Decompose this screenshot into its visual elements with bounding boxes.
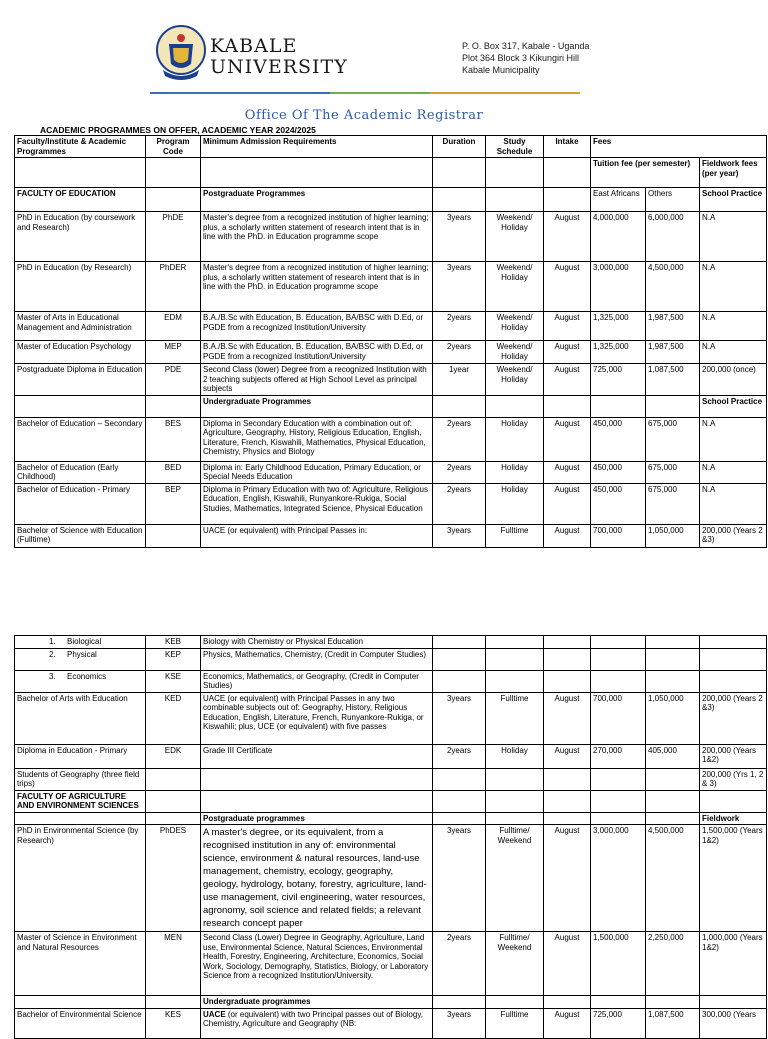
fee-east-africans: 3,000,000 <box>591 825 646 932</box>
option-row <box>15 636 767 649</box>
admission-requirements: Second Class (Lower) Degree in Geography, Agriculture, Land use, Environmental Science, Natural Sciences, Environmental Health, Forestry, Engineering, Architecture, Economics, Social Work, Sociology, Demography, Statistics, Biology, or Laboratory Science from a recognized Institution/University. <box>201 932 433 996</box>
programme-name: PhD in Education (by coursework and Research) <box>15 212 146 262</box>
section-row <box>15 188 767 212</box>
intake: August <box>544 483 591 524</box>
fieldwork-fee: 200,000 (Years 2 &3) <box>700 692 767 744</box>
programme-code <box>146 768 201 790</box>
intake: August <box>544 417 591 461</box>
empty-cell <box>591 670 646 692</box>
fee-others: 4,500,000 <box>646 825 700 932</box>
fieldwork-fee: N.A <box>700 417 767 461</box>
programme-name: Bachelor of Education - Primary <box>15 483 146 524</box>
option-label: Biological <box>67 637 102 646</box>
study-schedule <box>486 768 544 790</box>
programme-code: PhDE <box>146 212 201 262</box>
fee-others <box>646 768 700 790</box>
col-faculty: Faculty/Institute & Academic Programmes <box>15 136 146 158</box>
fieldwork-fee: 200,000 (Yrs 1, 2 & 3) <box>700 768 767 790</box>
fieldwork-fee: 300,000 (Years <box>700 1008 767 1038</box>
empty-cell <box>486 648 544 670</box>
admission-requirements: Grade III Certificate <box>201 744 433 768</box>
programme-name: Bachelor of Education (Early Childhood) <box>15 461 146 483</box>
empty-cell <box>700 648 767 670</box>
duration: 2years <box>433 341 486 364</box>
programme-code: BEP <box>146 483 201 524</box>
programme-name: Master of Arts in Educational Management and Administration <box>15 312 146 341</box>
fieldwork-fee: 200,000 (Years 2 &3) <box>700 524 767 547</box>
option-rows <box>15 636 767 693</box>
programme-code: PhDES <box>146 825 201 932</box>
admission-requirements <box>201 768 433 790</box>
programme-name: Bachelor of Science with Education (Fulltime) <box>15 524 146 547</box>
fieldwork-fee: N.A <box>700 262 767 312</box>
col-code: Program Code <box>146 136 201 158</box>
duration: 2years <box>433 744 486 768</box>
faculty2-row <box>15 790 767 812</box>
fieldwork-fee: 200,000 (Years 1&2) <box>700 744 767 768</box>
table-row <box>15 364 767 396</box>
fee-others: 675,000 <box>646 483 700 524</box>
admission-requirements: Second Class (lower) Degree from a recognized Institution with 2 teaching subjects offered at High School Level as principal subjects <box>201 364 433 396</box>
section-row <box>15 812 767 825</box>
fee-others: 2,250,000 <box>646 932 700 996</box>
admission-requirements: Economics, Mathematics, or Geography, (Credit in Computer Studies) <box>201 670 433 692</box>
fee-east-africans: 3,000,000 <box>591 262 646 312</box>
fee-others: 1,087,500 <box>646 364 700 396</box>
rows-b <box>15 825 767 996</box>
fieldwork-fee: 200,000 (once) <box>700 364 767 396</box>
section-row <box>15 996 767 1009</box>
admission-requirements: UACE (or equivalent) with two Principal passes out of Biology, Chemistry, Agriculture and Geography (NB: <box>201 1008 433 1038</box>
empty-cell <box>486 670 544 692</box>
study-schedule: Fulltime <box>486 524 544 547</box>
intake: August <box>544 825 591 932</box>
programme-code: PhDER <box>146 262 201 312</box>
intake <box>544 768 591 790</box>
empty-cell <box>646 636 700 649</box>
programme-name: Master of Science in Environment and Natural Resources <box>15 932 146 996</box>
duration: 3years <box>433 692 486 744</box>
fee-east-africans: 725,000 <box>591 364 646 396</box>
office-title: Office Of The Academic Registrar <box>244 108 484 123</box>
study-schedule: Weekend/ Holiday <box>486 262 544 312</box>
programme-name: PhD in Environmental Science (by Research) <box>15 825 146 932</box>
study-schedule: Weekend/ Holiday <box>486 341 544 364</box>
col-duration: Duration <box>433 136 486 158</box>
table-row <box>15 768 767 790</box>
programme-code: KEB <box>146 636 201 649</box>
col-schedule: Study Schedule <box>486 136 544 158</box>
admission-requirements: Diploma in Primary Education with two of: Agriculture, Religious Education, English, Kiswahili, Runyankore-Rukiga, Social Studies, Mathematics, Integrated Science, Physical Education <box>201 483 433 524</box>
col-tuition: Tuition fee (per semester) <box>591 158 700 188</box>
column-header-row <box>15 136 767 158</box>
programme-code <box>146 524 201 547</box>
option-number: 2. <box>49 649 56 659</box>
duration: 2years <box>433 312 486 341</box>
fieldwork-fee: N.A <box>700 483 767 524</box>
faculty-heading: FACULTY OF AGRICULTURE AND ENVIRONMENT SCIENCES <box>15 790 146 812</box>
university-name: KABALE UNIVERSITY <box>210 35 348 78</box>
programme-code: KSE <box>146 670 201 692</box>
fieldwork-fee: 1,000,000 (Years 1&2) <box>700 932 767 996</box>
programme-code: MEP <box>146 341 201 364</box>
intake: August <box>544 341 591 364</box>
admission-requirements: Physics, Mathematics, Chemistry, (Credit in Computer Studies) <box>201 648 433 670</box>
duration <box>433 768 486 790</box>
fee-east-africans <box>591 768 646 790</box>
col-fees: Fees <box>591 136 767 158</box>
fee-east-africans: 4,000,000 <box>591 212 646 262</box>
option-label: Economics <box>67 671 107 681</box>
empty-cell <box>646 670 700 692</box>
empty-cell <box>646 648 700 670</box>
table-row <box>15 417 767 461</box>
programmes-table-page1 <box>14 135 767 548</box>
fee-east-africans: 450,000 <box>591 461 646 483</box>
empty-cell <box>544 670 591 692</box>
ug-rows <box>15 417 767 547</box>
level-heading: Postgraduate Programmes <box>201 188 433 212</box>
programme-name: PhD in Education (by Research) <box>15 262 146 312</box>
duration: 3years <box>433 212 486 262</box>
postal-address: P. O. Box 317, Kabale - Uganda Plot 364 Block 3 Kikungiri Hill Kabale Municipality <box>462 41 590 75</box>
school-practice-label: School Practice <box>700 395 767 417</box>
duration: 1year <box>433 364 486 396</box>
programme-code: EDM <box>146 312 201 341</box>
option-name <box>15 648 146 670</box>
programme-name: Master of Education Psychology <box>15 341 146 364</box>
admission-requirements: Diploma in: Early Childhood Education, Primary Education, or Special Needs Education <box>201 461 433 483</box>
empty-cell <box>544 636 591 649</box>
study-schedule: Holiday <box>486 483 544 524</box>
east-africans-label: East Africans <box>591 188 646 212</box>
option-row <box>15 648 767 670</box>
fee-east-africans: 1,325,000 <box>591 341 646 364</box>
programme-code: BED <box>146 461 201 483</box>
col-fieldwork: Fieldwork fees (per year) <box>700 158 767 188</box>
section-row <box>15 395 767 417</box>
option-number: 1. <box>49 637 56 646</box>
fee-others: 675,000 <box>646 417 700 461</box>
table-row <box>15 692 767 744</box>
fieldwork-fee: 1,500,000 (Years 1&2) <box>700 825 767 932</box>
intake: August <box>544 932 591 996</box>
duration: 3years <box>433 524 486 547</box>
study-schedule: Fulltime <box>486 692 544 744</box>
admission-requirements: UACE (or equivalent) with Principal Passes in any two combinable subjects out of: Geography, History, Religious Education, English, Literature, French, Runyankore-Rukiga, or Kiswahili; plus, UCE (or equivalent) with five passes <box>201 692 433 744</box>
header-rule-green <box>330 92 430 94</box>
intake: August <box>544 364 591 396</box>
programme-name: Students of Geography (three field trips) <box>15 768 146 790</box>
fee-others: 1,050,000 <box>646 524 700 547</box>
admission-requirements: Master's degree from a recognized institution of higher learning; plus, a scholarly written statement of research intent that is in line with the PhD. in Education programme scope <box>201 212 433 262</box>
programme-code: KED <box>146 692 201 744</box>
study-schedule: Weekend/ Holiday <box>486 312 544 341</box>
programme-code: KES <box>146 1008 201 1038</box>
admission-requirements: A master's degree, or its equivalent, from a recognised institution in any of: environmental science, environment & natural resources, land-use management, chemistry, ecology, geography, geology, hydrology, botany, forestry, agriculture, land-use management, civil engineering, water resources, agronomy, soil science and related fields; a relevant research concept paper <box>201 825 433 932</box>
fees-subheader-row <box>15 158 767 188</box>
empty-cell <box>433 670 486 692</box>
empty-cell <box>544 648 591 670</box>
level-heading: Undergraduate programmes <box>201 996 433 1009</box>
fee-others: 1,987,500 <box>646 312 700 341</box>
option-number: 3. <box>49 671 56 681</box>
table-row <box>15 312 767 341</box>
empty-cell <box>591 648 646 670</box>
programme-name: Diploma in Education - Primary <box>15 744 146 768</box>
table-row <box>15 825 767 932</box>
fee-east-africans: 1,500,000 <box>591 932 646 996</box>
study-schedule: Weekend/ Holiday <box>486 212 544 262</box>
fee-others: 4,500,000 <box>646 262 700 312</box>
pg-rows <box>15 212 767 396</box>
empty-cell <box>591 636 646 649</box>
col-requirements: Minimum Admission Requirements <box>201 136 433 158</box>
admission-requirements: UACE (or equivalent) with Principal Passes in: <box>201 524 433 547</box>
rows-a <box>15 692 767 790</box>
programme-name: Bachelor of Education – Secondary <box>15 417 146 461</box>
admission-requirements: B.A./B.Sc with Education, B. Education, BA/BSC with D.Ed, or PGDE from a recognized Institution/University <box>201 312 433 341</box>
table-row <box>15 262 767 312</box>
programme-code: KEP <box>146 648 201 670</box>
intake: August <box>544 461 591 483</box>
duration: 3years <box>433 262 486 312</box>
table-row <box>15 932 767 996</box>
programme-code: BES <box>146 417 201 461</box>
fieldwork-fee: N.A <box>700 341 767 364</box>
table-row <box>15 1008 767 1038</box>
university-seal-icon <box>155 24 207 82</box>
duration: 3years <box>433 825 486 932</box>
empty-cell <box>433 636 486 649</box>
option-label: Physical <box>67 649 97 659</box>
empty-cell <box>433 648 486 670</box>
fee-east-africans: 725,000 <box>591 1008 646 1038</box>
fee-east-africans: 700,000 <box>591 692 646 744</box>
fieldwork-fee: N.A <box>700 461 767 483</box>
level-heading: Postgraduate programmes <box>201 812 433 825</box>
study-schedule: Holiday <box>486 461 544 483</box>
study-schedule: Holiday <box>486 744 544 768</box>
fee-others: 6,000,000 <box>646 212 700 262</box>
table-row <box>15 212 767 262</box>
fee-east-africans: 1,325,000 <box>591 312 646 341</box>
fee-east-africans: 270,000 <box>591 744 646 768</box>
empty-cell <box>700 670 767 692</box>
intake: August <box>544 312 591 341</box>
study-schedule: Fulltime/ Weekend <box>486 932 544 996</box>
header-rule-blue <box>150 92 330 94</box>
study-schedule: Holiday <box>486 417 544 461</box>
option-name <box>15 636 146 649</box>
programmes-table-page2 <box>14 635 767 1039</box>
fee-east-africans: 700,000 <box>591 524 646 547</box>
fieldwork-label: Fieldwork <box>700 812 767 825</box>
fee-east-africans: 450,000 <box>591 417 646 461</box>
fee-others: 1,087,500 <box>646 1008 700 1038</box>
programme-code: PDE <box>146 364 201 396</box>
programme-code: MEN <box>146 932 201 996</box>
programme-name: Bachelor of Environmental Science <box>15 1008 146 1038</box>
programme-name: Postgraduate Diploma in Education <box>15 364 146 396</box>
col-intake: Intake <box>544 136 591 158</box>
duration: 2years <box>433 483 486 524</box>
admission-requirements: Master's degree from a recognized institution of higher learning; plus, a scholarly written statement of research intent that is in line with the PhD. in Education programme scope <box>201 262 433 312</box>
table-row <box>15 483 767 524</box>
fee-others: 405,000 <box>646 744 700 768</box>
option-row <box>15 670 767 692</box>
study-schedule: Fulltime/ Weekend <box>486 825 544 932</box>
document-subtitle: ACADEMIC PROGRAMMES ON OFFER, ACADEMIC YEAR 2024/2025 <box>40 125 316 135</box>
admission-requirements: Biology with Chemistry or Physical Education <box>201 636 433 649</box>
intake: August <box>544 262 591 312</box>
fee-east-africans: 450,000 <box>591 483 646 524</box>
header-rule-orange <box>430 92 580 94</box>
letterhead <box>0 0 768 135</box>
duration: 2years <box>433 461 486 483</box>
intake: August <box>544 212 591 262</box>
level-heading: Undergraduate Programmes <box>201 395 433 417</box>
fee-others: 1,050,000 <box>646 692 700 744</box>
fee-others: 1,987,500 <box>646 341 700 364</box>
option-name <box>15 670 146 692</box>
fieldwork-fee: N.A <box>700 212 767 262</box>
intake: August <box>544 692 591 744</box>
admission-requirements: B.A./B.Sc with Education, B. Education, BA/BSC with D.Ed, or PGDE from a recognized Institution/University <box>201 341 433 364</box>
faculty-heading: FACULTY OF EDUCATION <box>15 188 146 212</box>
others-label: Others <box>646 188 700 212</box>
fieldwork-fee: N.A <box>700 312 767 341</box>
intake: August <box>544 744 591 768</box>
study-schedule: Fulltime <box>486 1008 544 1038</box>
table-row <box>15 341 767 364</box>
duration: 2years <box>433 932 486 996</box>
empty-cell <box>700 636 767 649</box>
table-row <box>15 461 767 483</box>
duration: 3years <box>433 1008 486 1038</box>
admission-requirements: Diploma in Secondary Education with a combination out of: Agriculture, Geography, History, Religious Education, English, Literature, French, Kiswahili, Mathematics, Physical Education, Chemistry, Physics and Biology <box>201 417 433 461</box>
intake: August <box>544 1008 591 1038</box>
table-row <box>15 744 767 768</box>
programme-name: Bachelor of Arts with Education <box>15 692 146 744</box>
study-schedule: Weekend/ Holiday <box>486 364 544 396</box>
intake: August <box>544 524 591 547</box>
duration: 2years <box>433 417 486 461</box>
empty-cell <box>486 636 544 649</box>
programme-code: EDK <box>146 744 201 768</box>
table-row <box>15 524 767 547</box>
school-practice-label: School Practice <box>700 188 767 212</box>
fee-others: 675,000 <box>646 461 700 483</box>
